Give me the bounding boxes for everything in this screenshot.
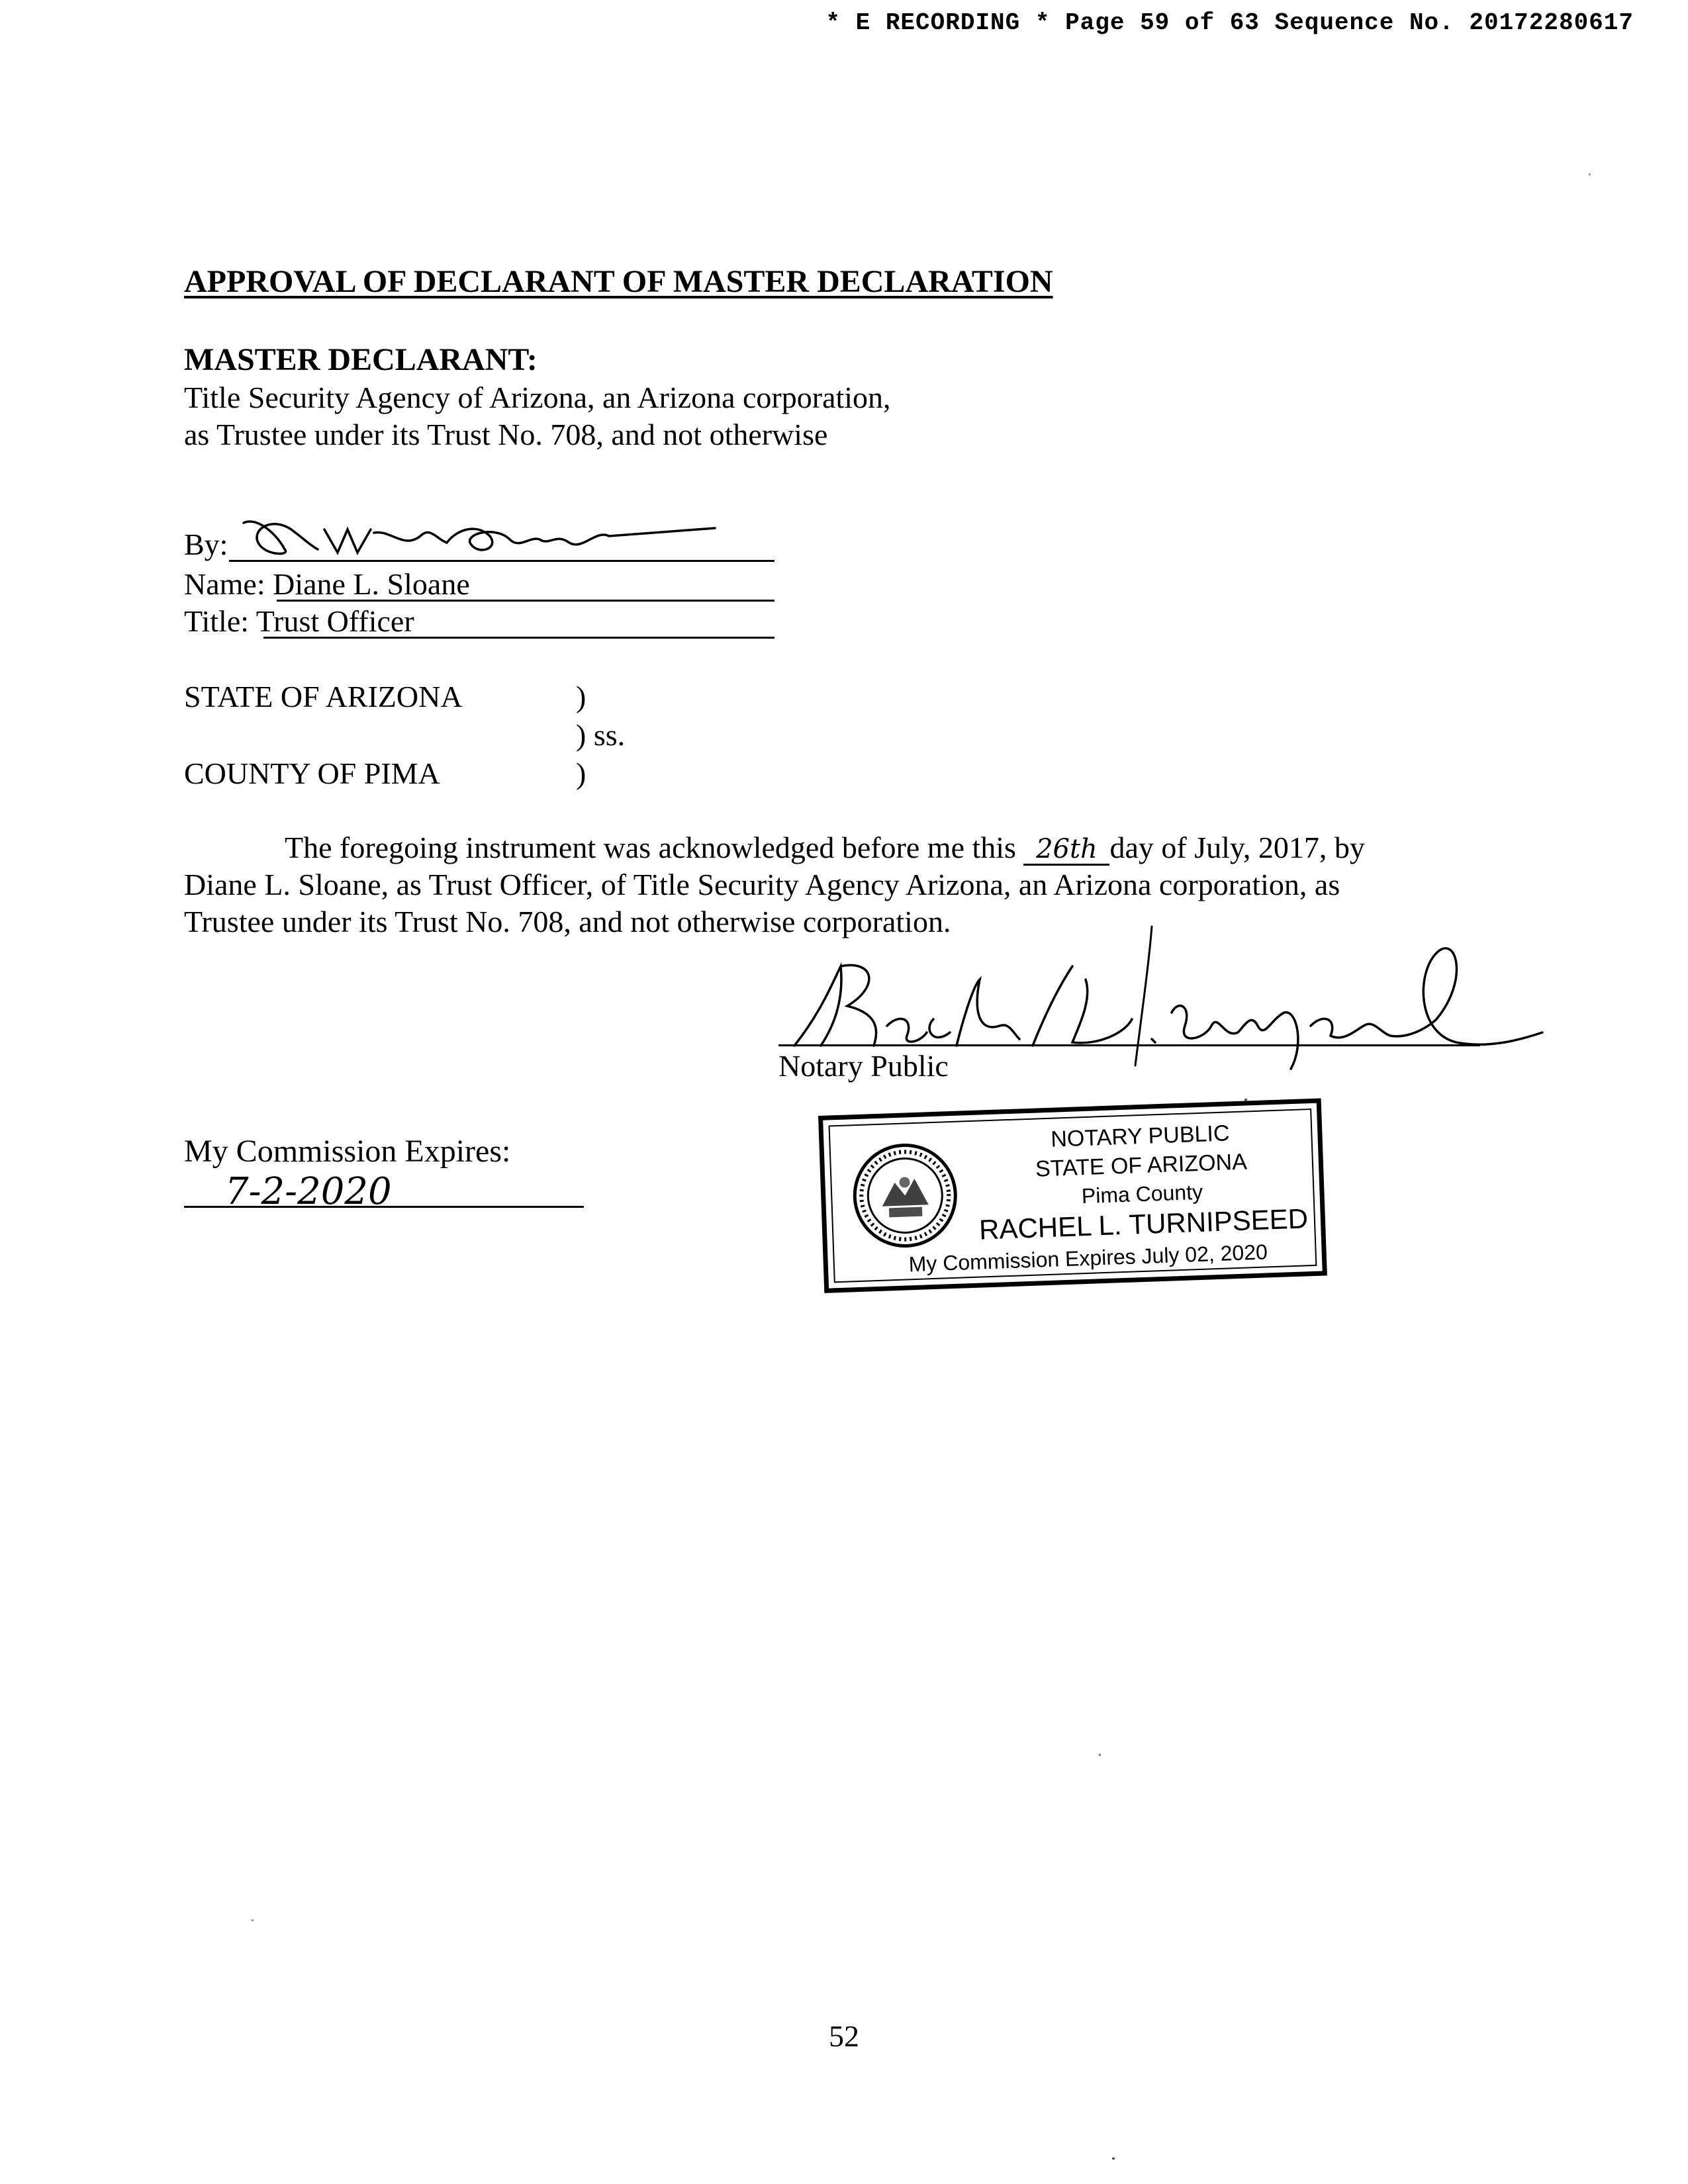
declarant-line-1: Title Security Agency of Arizona, an Arizona corporation,: [184, 381, 891, 414]
title-value: Trust Officer: [256, 604, 414, 638]
notary-stamp: [818, 1098, 1327, 1293]
notary-signature-line: [778, 1044, 1480, 1046]
stamp-line-1: NOTARY PUBLIC: [1050, 1120, 1231, 1152]
name-value: Diane L. Sloane: [273, 567, 470, 601]
declarant-label: MASTER DECLARANT:: [184, 342, 538, 377]
scan-speck: [252, 1919, 254, 1921]
name-underline: [277, 600, 774, 602]
stamp-line-3: Pima County: [1081, 1179, 1203, 1208]
declarant-signature: [238, 510, 728, 569]
stamp-line-2: STATE OF ARIZONA: [1035, 1149, 1248, 1182]
recording-header: * E RECORDING * Page 59 of 63 Sequence No. 20172280617: [825, 9, 1634, 36]
acknowledgment-line-2: Diane L. Sloane, as Trust Officer, of Title Security Agency Arizona, an Arizona corporation, as: [184, 868, 1340, 901]
scan-speck: [1099, 1754, 1101, 1756]
notary-public-label: Notary Public: [778, 1049, 949, 1083]
name-label: Name: Diane L. Sloane: [184, 567, 470, 601]
commission-date-line: [184, 1206, 584, 1208]
acknowledgment-line-3: Trustee under its Trust No. 708, and not otherwise corporation.: [184, 905, 951, 938]
document-title: APPROVAL OF DECLARANT OF MASTER DECLARATION: [184, 264, 1053, 299]
scan-speck: [1589, 173, 1591, 175]
scan-speck: [1244, 1099, 1247, 1101]
title-field-label: Title: Trust Officer: [184, 604, 414, 638]
page-number: 52: [829, 2019, 859, 2053]
commission-expires-label: My Commission Expires:: [184, 1134, 511, 1169]
handwritten-day: 26th: [1023, 835, 1109, 866]
stamp-commission-expiry: My Commission Expires July 02, 2020: [908, 1240, 1268, 1277]
acknowledgment-line-1: The foregoing instrument was acknowledged before me this 26th day of July, 2017, by: [285, 831, 1365, 864]
title-underline: [263, 637, 774, 639]
venue-paren-ss: ) ss.: [576, 718, 626, 752]
state-seal-icon: [851, 1141, 960, 1250]
declarant-line-2: as Trustee under its Trust No. 708, and not otherwise: [184, 418, 828, 451]
venue-paren-top: ): [576, 680, 586, 713]
state-label: STATE OF ARIZONA: [184, 680, 463, 713]
commission-date-handwritten: 7-2-2020: [225, 1170, 392, 1213]
venue-paren-bottom: ): [576, 756, 586, 790]
stamp-notary-name: RACHEL L. TURNIPSEED: [978, 1203, 1309, 1246]
scan-speck: [1112, 2158, 1115, 2160]
county-label: COUNTY OF PIMA: [184, 756, 440, 790]
by-label: By:: [184, 527, 228, 561]
